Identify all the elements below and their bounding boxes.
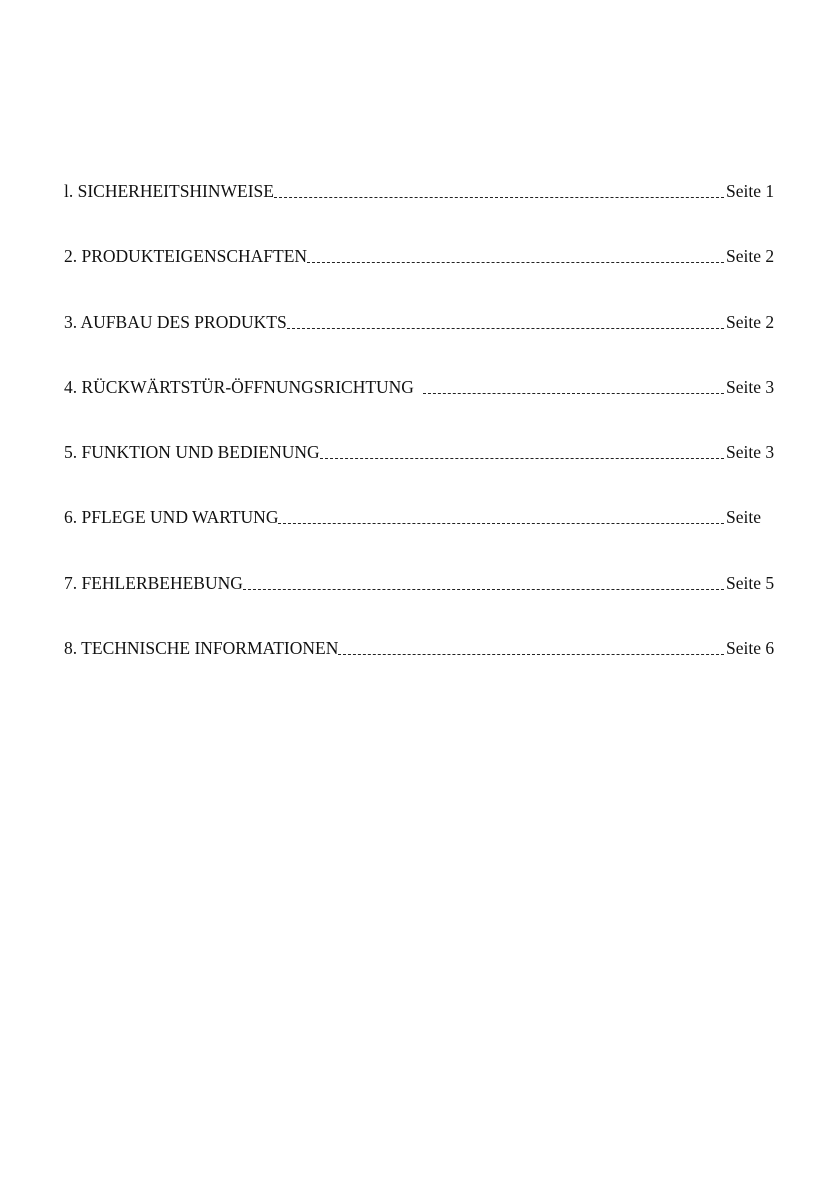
toc-entry-structure[interactable] <box>64 305 778 333</box>
toc-entry-maintenance[interactable] <box>64 500 778 528</box>
toc-entry-title: l. SICHERHEITSHINWEISE <box>64 181 274 201</box>
toc-dot-leader <box>287 328 724 329</box>
toc-entry-door-reversal[interactable] <box>64 370 778 398</box>
toc-dot-leader <box>307 262 724 263</box>
toc-entry-page: Seite 2 <box>726 311 775 332</box>
toc-entry-page: Seite 1 <box>726 181 775 201</box>
toc-entry-safety[interactable] <box>64 174 778 202</box>
toc-entry-title: 6. PFLEGE UND WARTUNG <box>64 507 279 528</box>
toc-entry-page: Seite 2 <box>726 246 775 267</box>
toc-entry-title: 3. AUFBAU DES PRODUKTS <box>64 311 287 332</box>
toc-dot-leader <box>423 393 724 394</box>
toc-entry-page: Seite 6 <box>726 638 775 659</box>
toc-entry-operation[interactable] <box>64 435 778 463</box>
toc-entry-technical-info[interactable] <box>64 631 778 659</box>
toc-dot-leader <box>320 458 724 459</box>
toc-entry-title: 4. RÜCKWÄRTSTÜR-ÖFFNUNGSRICHTUNG <box>64 376 414 397</box>
toc-entry-features[interactable] <box>64 239 778 267</box>
toc-entry-title: 5. FUNKTION UND BEDIENUNG <box>64 442 320 463</box>
toc-entry-page: Seite 5 <box>726 572 775 593</box>
toc-entry-page: Seite 3 <box>726 376 775 397</box>
toc-entry-title: 8. TECHNISCHE INFORMATIONEN <box>64 638 339 659</box>
toc-dot-leader <box>243 589 724 590</box>
toc-entry-page: Seite 3 <box>726 442 775 463</box>
toc-entry-title: 2. PRODUKTEIGENSCHAFTEN <box>64 246 308 267</box>
table-of-contents <box>64 174 778 696</box>
toc-entry-title: 7. FEHLERBEHEBUNG <box>64 572 243 593</box>
toc-entry-troubleshooting[interactable] <box>64 566 778 594</box>
toc-entry-page: Seite <box>726 507 761 528</box>
toc-dot-leader <box>278 523 724 524</box>
toc-dot-leader <box>338 654 724 655</box>
toc-dot-leader <box>274 197 724 198</box>
